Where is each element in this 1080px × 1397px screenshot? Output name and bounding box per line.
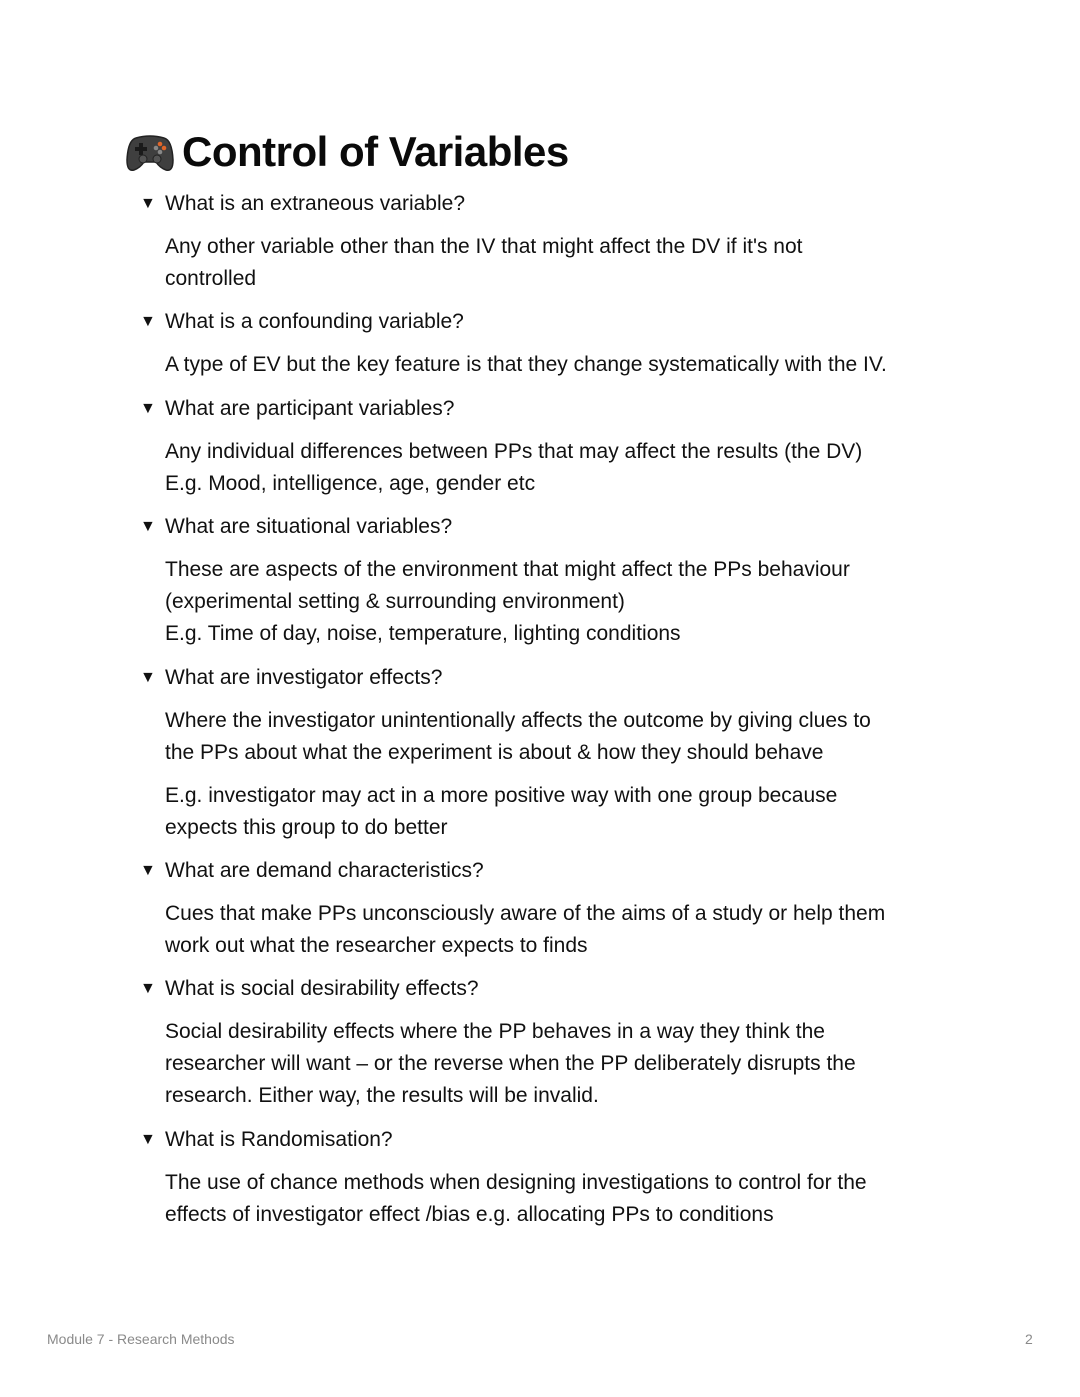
toggle-block	[140, 662, 960, 844]
answer-line: the PPs about what the experiment is about & how they should behave	[165, 741, 824, 764]
toggle-block	[140, 1124, 960, 1231]
toggle-question: What is social desirability effects?	[165, 977, 479, 1000]
answer-line: The use of chance methods when designing investigations to control for the	[165, 1171, 867, 1194]
triangle-down-icon[interactable]: ▼	[140, 518, 156, 535]
answer-paragraph	[165, 780, 960, 844]
triangle-down-icon[interactable]: ▼	[140, 313, 156, 330]
toggle-header[interactable]	[140, 511, 960, 543]
triangle-down-icon[interactable]: ▼	[140, 862, 156, 879]
toggle-question: What is an extraneous variable?	[165, 192, 465, 215]
toggle-question: What are participant variables?	[165, 397, 455, 420]
triangle-down-icon[interactable]: ▼	[140, 980, 156, 997]
toggle-header[interactable]	[140, 662, 960, 694]
answer-line: Where the investigator unintentionally affects the outcome by giving clues to	[165, 709, 871, 732]
answer-line: (experimental setting & surrounding environment)	[165, 590, 625, 613]
answer-paragraph	[165, 1167, 960, 1231]
triangle-down-icon[interactable]: ▼	[140, 669, 156, 686]
answer-paragraph	[165, 554, 960, 650]
answer-line: Any individual differences between PPs that may affect the results (the DV)	[165, 440, 863, 463]
answer-paragraph	[165, 436, 960, 500]
triangle-down-icon[interactable]: ▼	[140, 1131, 156, 1148]
toggle-header[interactable]	[140, 973, 960, 1005]
toggle-header[interactable]	[140, 1124, 960, 1156]
toggle-question: What are demand characteristics?	[165, 859, 484, 882]
toggle-block	[140, 973, 960, 1112]
toggle-content	[165, 1016, 960, 1112]
page-number: 2	[1025, 1331, 1033, 1347]
toggle-header[interactable]	[140, 393, 960, 425]
answer-line: researcher will want – or the reverse when the PP deliberately disrupts the	[165, 1052, 856, 1075]
triangle-down-icon[interactable]: ▼	[140, 195, 156, 212]
answer-line: These are aspects of the environment that might affect the PPs behaviour	[165, 558, 850, 581]
toggle-block	[140, 306, 960, 381]
toggle-content	[165, 1167, 960, 1231]
answer-line: E.g. investigator may act in a more positive way with one group because	[165, 784, 838, 807]
toggle-content	[165, 436, 960, 500]
answer-line: effects of investigator effect /bias e.g. allocating PPs to conditions	[165, 1203, 774, 1226]
toggle-content	[165, 554, 960, 650]
video-game-controller-icon	[126, 130, 174, 174]
footer-title: Module 7 - Research Methods	[47, 1331, 235, 1347]
answer-line: controlled	[165, 267, 257, 290]
toggle-content	[165, 231, 960, 295]
answer-paragraph	[165, 349, 960, 381]
answer-paragraph	[165, 231, 960, 295]
toggle-block	[140, 393, 960, 500]
answer-paragraph	[165, 1016, 960, 1112]
answer-line: Cues that make PPs unconsciously aware of the aims of a study or help them	[165, 902, 886, 925]
answer-paragraph	[165, 705, 960, 769]
toggle-block	[140, 188, 960, 295]
toggle-content	[165, 349, 960, 381]
toggle-question: What is a confounding variable?	[165, 310, 464, 333]
toggle-block	[140, 855, 960, 962]
toggle-header[interactable]	[140, 188, 960, 220]
answer-line: A type of EV but the key feature is that they change systematically with the IV.	[165, 353, 887, 376]
toggle-header[interactable]	[140, 855, 960, 887]
toggle-header[interactable]	[140, 306, 960, 338]
page-title-row	[126, 124, 569, 180]
toggle-question: What is Randomisation?	[165, 1128, 393, 1151]
answer-line: E.g. Mood, intelligence, age, gender etc	[165, 472, 536, 495]
toggle-question: What are situational variables?	[165, 515, 453, 538]
toggle-content	[165, 705, 960, 844]
toggle-question: What are investigator effects?	[165, 666, 443, 689]
answer-line: expects this group to do better	[165, 816, 448, 839]
answer-line: work out what the researcher expects to finds	[165, 934, 588, 957]
answer-line: E.g. Time of day, noise, temperature, lighting conditions	[165, 622, 681, 645]
page-title: Control of Variables	[182, 128, 569, 175]
answer-line: research. Either way, the results will be invalid.	[165, 1084, 599, 1107]
answer-line: Social desirability effects where the PP behaves in a way they think the	[165, 1020, 825, 1043]
triangle-down-icon[interactable]: ▼	[140, 400, 156, 417]
toggle-block	[140, 511, 960, 650]
answer-line: Any other variable other than the IV that might affect the DV if it's not	[165, 235, 803, 258]
answer-paragraph	[165, 898, 960, 962]
toggle-content	[165, 898, 960, 962]
